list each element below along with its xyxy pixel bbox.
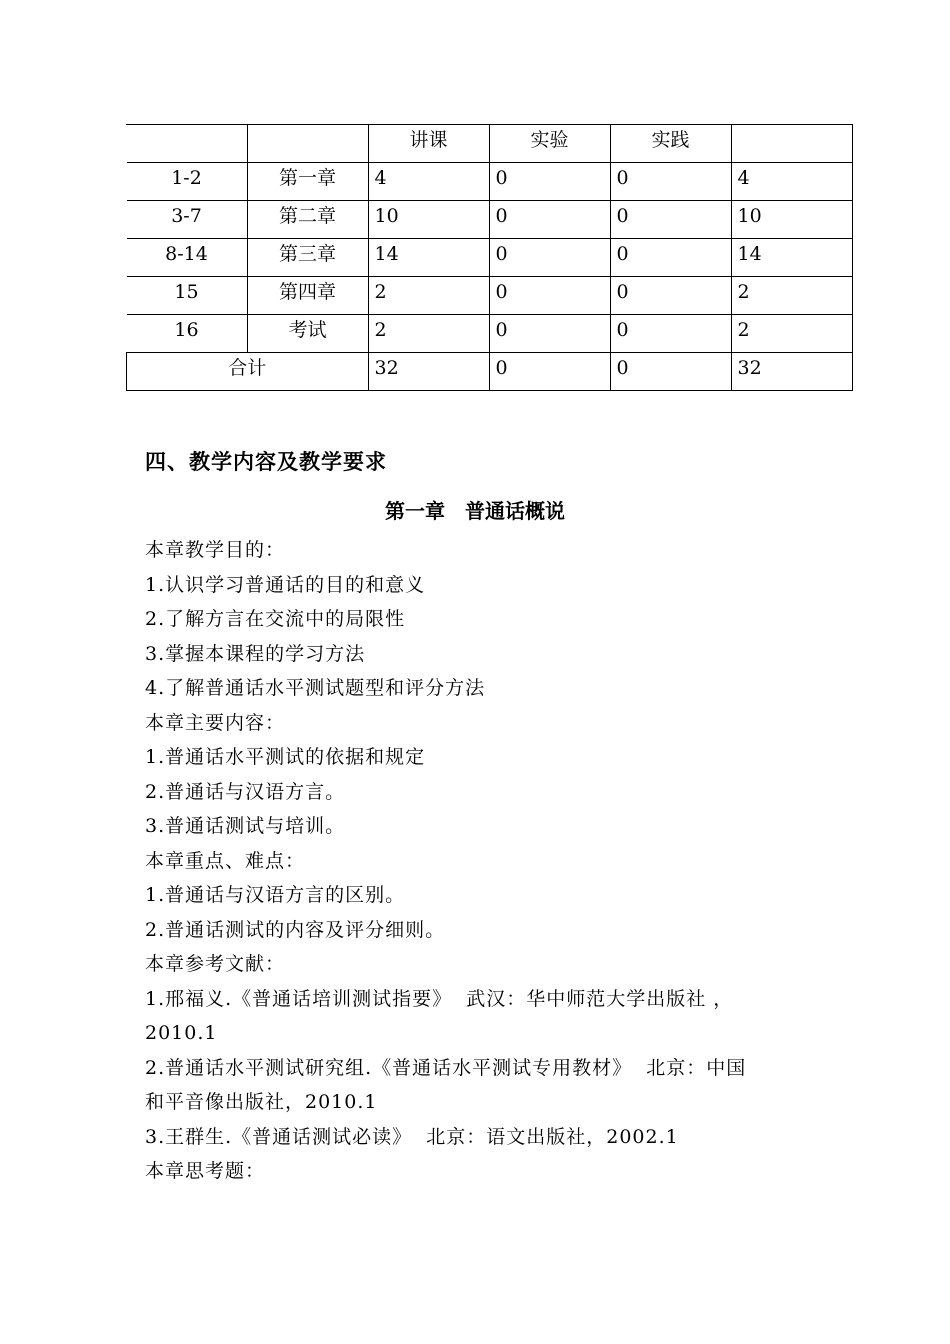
total-cell: 4 [731, 163, 852, 201]
lab-cell: 0 [489, 315, 610, 353]
chapter-name: 普通话概说 [465, 499, 565, 523]
total-sum-cell: 32 [731, 353, 852, 391]
schedule-table [126, 124, 853, 391]
total-cell: 2 [731, 315, 852, 353]
section-heading: 四、教学内容及教学要求 [145, 450, 387, 474]
chapter-cell: 第二章 [247, 201, 368, 239]
table-row [127, 277, 853, 315]
lecture-cell: 2 [368, 277, 489, 315]
table-row [127, 315, 853, 353]
total-cell: 10 [731, 201, 852, 239]
text-line: 和平音像出版社，2010.1 [145, 1091, 378, 1113]
practice-cell: 0 [610, 163, 731, 201]
text-line: 2010.1 [145, 1022, 218, 1044]
text-line: 3.普通话测试与培训。 [145, 815, 346, 837]
lab-cell: 0 [489, 277, 610, 315]
text-line: 1.邢福义.《普通话培训测试指要》 武汉：华中师范大学出版社 ， [145, 987, 734, 1010]
text-line: 本章重点、难点： [145, 849, 306, 872]
text-line: 1.普通话水平测试的依据和规定 [145, 746, 426, 768]
chapter-cell: 第一章 [247, 163, 368, 201]
header-cell [731, 125, 852, 163]
text-line: 2.普通话与汉语方言。 [145, 780, 346, 803]
text-line: 4.了解普通话水平测试题型和评分方法 [145, 677, 486, 699]
lab-cell: 0 [489, 201, 610, 239]
practice-cell: 0 [610, 315, 731, 353]
practice-cell: 0 [610, 277, 731, 315]
week-cell: 3-7 [127, 201, 248, 239]
text-line: 2.普通话水平测试研究组.《普通话水平测试专用教材》 北京：中国 [145, 1056, 747, 1079]
practice-cell: 0 [610, 239, 731, 277]
header-cell: 实验 [489, 125, 610, 163]
week-cell: 15 [127, 277, 248, 315]
header-cell [247, 125, 368, 163]
table-row [127, 201, 853, 239]
total-practice-cell: 0 [610, 353, 731, 391]
practice-cell: 0 [610, 201, 731, 239]
lab-cell: 0 [489, 239, 610, 277]
total-cell: 2 [731, 277, 852, 315]
total-lab-cell: 0 [489, 353, 610, 391]
text-line: 本章思考题： [145, 1160, 266, 1182]
lab-cell: 0 [489, 163, 610, 201]
week-cell: 16 [127, 315, 248, 353]
chapter-content [145, 533, 825, 1189]
chapter-cell: 考试 [247, 315, 368, 353]
chapter-label: 第一章 [385, 499, 445, 523]
lecture-cell: 2 [368, 315, 489, 353]
header-cell: 讲课 [368, 125, 489, 163]
text-line: 3.掌握本课程的学习方法 [145, 642, 366, 665]
chapter-title [0, 495, 950, 524]
text-line: 本章教学目的： [145, 539, 286, 561]
schedule-table-wrapper [126, 124, 853, 391]
text-line: 本章参考文献： [145, 953, 286, 975]
text-line: 2.了解方言在交流中的局限性 [145, 608, 406, 630]
text-line: 2.普通话测试的内容及评分细则。 [145, 918, 446, 941]
table-row [127, 239, 853, 277]
total-lecture-cell: 32 [368, 353, 489, 391]
header-cell [127, 125, 248, 163]
header-cell: 实践 [610, 125, 731, 163]
lecture-cell: 10 [368, 201, 489, 239]
lecture-cell: 4 [368, 163, 489, 201]
text-line: 1.普通话与汉语方言的区别。 [145, 884, 406, 906]
table-row [127, 163, 853, 201]
text-line: 本章主要内容： [145, 711, 286, 734]
text-line: 1.认识学习普通话的目的和意义 [145, 573, 426, 596]
chapter-cell: 第三章 [247, 239, 368, 277]
total-cell: 14 [731, 239, 852, 277]
lecture-cell: 14 [368, 239, 489, 277]
table-total-row [127, 353, 853, 391]
week-cell: 1-2 [127, 163, 248, 201]
total-label-cell: 合计 [127, 353, 369, 391]
text-line: 3.王群生.《普通话测试必读》 北京：语文出版社，2002.1 [145, 1125, 679, 1148]
table-header-row [127, 125, 853, 163]
chapter-cell: 第四章 [247, 277, 368, 315]
week-cell: 8-14 [127, 239, 248, 277]
